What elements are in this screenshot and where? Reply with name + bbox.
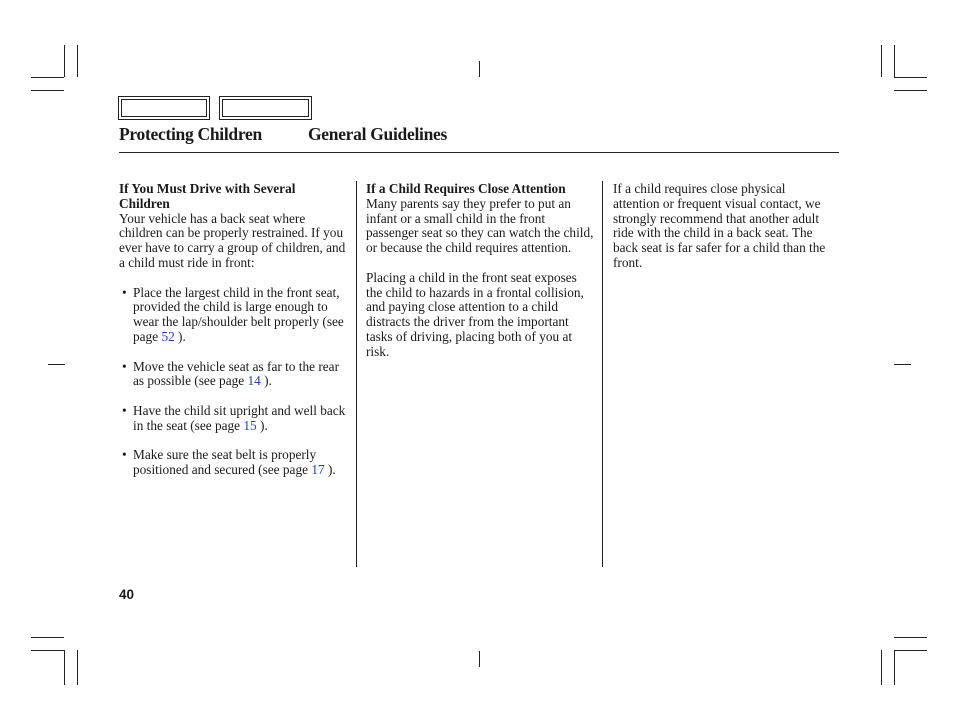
column-2-heading: If a Child Requires Close Attention xyxy=(366,181,566,196)
crop-mark xyxy=(894,90,927,91)
column-divider xyxy=(602,181,603,567)
crop-mark xyxy=(31,637,64,638)
crop-mark xyxy=(894,45,895,77)
crop-mark xyxy=(894,77,927,78)
crop-mark xyxy=(48,364,65,365)
crop-mark xyxy=(894,364,911,365)
list-item: • Have the child sit upright and well back in the seat (see page 15 ). xyxy=(119,404,349,434)
crop-mark xyxy=(894,637,927,638)
header-tab xyxy=(219,96,312,120)
column-3 xyxy=(613,182,828,271)
column-1-heading: If You Must Drive with Several Children xyxy=(119,181,296,211)
crop-mark xyxy=(77,650,78,685)
section-title: Protecting Children xyxy=(119,124,262,144)
header-rule xyxy=(119,152,839,153)
list-item: • Move the vehicle seat as far to the rear as possible (see page 14 ). xyxy=(119,360,349,390)
column-2-para-1: Many parents say they prefer to put an infant or a small child in the front passenger seat so they can watch the child, or because the child requires attention. xyxy=(366,195,594,256)
crop-mark xyxy=(64,45,65,77)
crop-mark xyxy=(31,90,64,91)
page-link[interactable]: 15 xyxy=(243,417,257,433)
subsection-title: General Guidelines xyxy=(308,124,447,144)
crop-mark xyxy=(31,650,64,651)
column-2-para-2: Placing a child in the front seat exposes the child to hazards in a frontal collision, and paying close attention to a child distracts the driver from the important tasks of driving, placing both of you at risk. xyxy=(366,269,584,359)
page-link[interactable]: 14 xyxy=(247,373,261,389)
list-item: • Make sure the seat belt is properly positioned and secured (see page 17 ). xyxy=(119,448,349,478)
crop-mark xyxy=(479,651,480,667)
crop-mark xyxy=(479,61,480,77)
column-3-para-1: If a child requires close physical attention or frequent visual contact, we strongly recommend that another adult ride with the child in a back seat. The back seat is far safer for a child than the front. xyxy=(613,181,826,270)
column-1 xyxy=(119,182,349,478)
column-2 xyxy=(366,182,596,360)
crop-mark xyxy=(31,77,64,78)
column-1-intro: Your vehicle has a back seat where children can be properly restrained. If you ever have to carry a group of children, and a child must ride in front: xyxy=(119,210,346,270)
bullet-list xyxy=(119,286,349,478)
crop-mark xyxy=(894,650,927,651)
crop-mark xyxy=(64,650,65,685)
column-divider xyxy=(356,181,357,567)
crop-mark xyxy=(77,45,78,77)
header-tab xyxy=(118,96,210,120)
list-item: • Place the largest child in the front seat, provided the child is large enough to wear the lap/shoulder belt properly (see page 52 ). xyxy=(119,286,349,345)
page-link[interactable]: 52 xyxy=(161,328,175,344)
crop-mark xyxy=(881,650,882,685)
crop-mark xyxy=(881,45,882,77)
page-link[interactable]: 17 xyxy=(311,462,325,478)
page-number: 40 xyxy=(119,587,135,602)
crop-mark xyxy=(894,650,895,685)
